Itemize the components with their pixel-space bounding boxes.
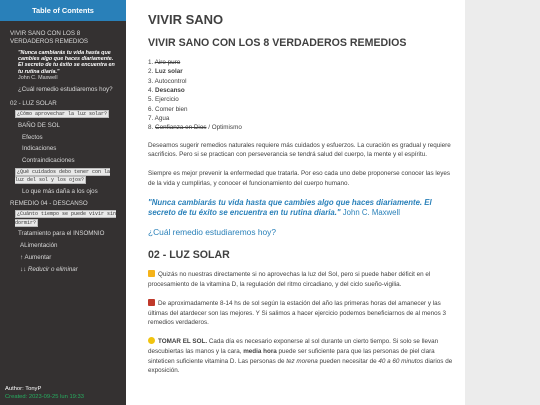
toc-item-vivir-sano[interactable]: VIVIR SANO CON LOS 8 VERDADEROS REMEDIOS bbox=[10, 30, 89, 45]
toc-code-cuidados-ojos: ¿Qué cuidados debo tener con la luz del sol y los ojos? bbox=[15, 168, 111, 184]
toc-item-cuidados-ojos[interactable] bbox=[0, 167, 126, 186]
toc-item-luz-solar[interactable]: 02 - LUZ SOLAR bbox=[10, 99, 57, 107]
media-hora-text: media hora bbox=[243, 347, 277, 355]
paragraph-intro: Deseamos sugerir remedios naturales requiere más cuidados y esfuerzos. La curación es gradual y requiere sacrificios. Pero si se practican con perseverancia se tendrá salud del cuerpo, la mente y el espíritu. bbox=[148, 141, 451, 159]
toc-item-descanso[interactable]: REMEDIO 04 - DESCANSO bbox=[10, 199, 88, 207]
toc-item-alimentacion[interactable]: ALimentación bbox=[20, 242, 58, 250]
toc-item-bano-de-sol[interactable]: BAÑO DE SOL bbox=[18, 121, 60, 129]
list-number: 6. bbox=[148, 105, 154, 113]
list-item bbox=[148, 95, 457, 104]
remedy-comer-bien: Comer bien bbox=[155, 105, 188, 113]
footer-created: Created: 2023-09-25 lun 19:33 bbox=[5, 394, 84, 400]
toc-code-sin-dormir: ¿Cuánto tiempo se puede vivir sin dormir? bbox=[15, 211, 117, 226]
toc-quote-text: "Nunca cambiarás tu vida hasta que cambies algo que haces diariamente. El secreto de tu éxito se encuentra en tu rutina diaria." bbox=[18, 49, 115, 75]
remedies-list bbox=[148, 58, 457, 133]
tez-morena-text: tez morena bbox=[286, 357, 318, 365]
paragraph-luz-solar-text: Quizás no nuestras directamente si no aprovechas la luz del Sol, pero si puede haber déficit en el procesamiento de la vitamina D, la regulación del ritmo circadiano, y del ciclo sueño-vigilia. bbox=[148, 271, 431, 289]
toc-item-insomnio[interactable]: Tratamiento para el INSOMNIO bbox=[18, 230, 105, 238]
section-title-luz-solar: 02 - LUZ SOLAR bbox=[148, 249, 230, 262]
list-number: 8. bbox=[148, 124, 154, 132]
minutos-text: 40 a 60 minutos bbox=[378, 357, 424, 365]
sidebar bbox=[0, 0, 126, 405]
calendar-icon bbox=[148, 299, 155, 306]
list-item bbox=[148, 86, 457, 95]
list-number: 3. bbox=[148, 77, 154, 85]
list-item bbox=[148, 58, 457, 67]
paragraph-prevenir: Siempre es mejor prevenir la enfermedad que tratarla. Por eso cada uno debe proponerse conocer las leyes de la vida y cumplirlas, y conocer el funcionamiento del cuerpo humano. bbox=[148, 170, 451, 187]
toc-item-cual-remedio[interactable]: ¿Cuál remedio estudiaremos hoy? bbox=[18, 85, 113, 93]
toc-list bbox=[0, 21, 126, 275]
toc-item-reducir[interactable]: ↓↓ Reducir o eliminar bbox=[20, 265, 78, 273]
paragraph-horas-sol-text: De aproximadamente 8-14 hs de sol según la estación del año las primeras horas del amanecer y las últimas del atardecer son las mejores. Y Si salimos a hacer ejercicio podemos beneficiarnos de al menos 3 remedios verdaderos. bbox=[148, 299, 446, 327]
list-item bbox=[148, 123, 457, 132]
list-number: 7. bbox=[148, 114, 154, 122]
paragraph-horas-sol bbox=[148, 299, 457, 328]
remedy-confianza: Confianza en Dios bbox=[155, 124, 207, 132]
toc-item-sin-dormir[interactable] bbox=[0, 209, 126, 228]
toc-item-efectos[interactable]: Efectos bbox=[22, 133, 43, 141]
paragraph-luz-solar bbox=[148, 270, 457, 290]
list-number: 5. bbox=[148, 96, 154, 104]
tomar-sol-label: TOMAR EL SOL. bbox=[158, 338, 208, 346]
list-number: 4. bbox=[148, 86, 154, 94]
tomar-sol-text: Cada día es necesario exponerse al sol durante un cierto tiempo. Si solo se llevan descubiertas las manos y la cara, bbox=[148, 338, 439, 355]
list-number: 1. bbox=[148, 59, 154, 66]
remedy-autocontrol: Autocontrol bbox=[154, 77, 187, 85]
toc-item-aumentar[interactable]: ↑ Aumentar bbox=[20, 253, 52, 261]
remedy-agua: Agua bbox=[154, 114, 170, 122]
list-number: 2. bbox=[148, 68, 154, 76]
quote-author: John C. Maxwell bbox=[342, 208, 400, 218]
section-title-remedios: VIVIR SANO CON LOS 8 VERDADEROS REMEDIOS bbox=[148, 37, 407, 49]
remedy-ejercicio: Ejercicio bbox=[155, 96, 179, 104]
main-content bbox=[126, 0, 465, 405]
toc-item-quote[interactable] bbox=[0, 48, 126, 84]
toc-title: Table of Contents bbox=[0, 0, 126, 21]
remedy-optimismo: / Optimismo bbox=[206, 124, 242, 132]
remedy-luz-solar: Luz solar bbox=[155, 68, 183, 76]
remedy-aire-puro: Aire puro bbox=[154, 59, 181, 66]
footer-author: Author: TonyP bbox=[5, 386, 42, 392]
list-item bbox=[148, 77, 457, 86]
toc-item-indicaciones[interactable]: Indicaciones bbox=[22, 145, 57, 153]
sunrise-icon bbox=[148, 270, 155, 277]
toc-item-aprovechar[interactable] bbox=[0, 109, 126, 120]
toc-item-contraindicaciones[interactable]: Contraindicaciones bbox=[22, 157, 75, 165]
list-item bbox=[148, 67, 457, 76]
heading-cual-remedio[interactable]: ¿Cuál remedio estudiaremos hoy? bbox=[148, 227, 277, 238]
sidebar-footer bbox=[0, 382, 126, 405]
quote-text: "Nunca cambiarás tu vida hasta que cambies algo que haces diariamente. El secreto de tu éxito se encuentra en tu rutina diaria." bbox=[148, 197, 432, 218]
toc-item-dana-ojos[interactable]: Lo que más daña a los ojos bbox=[22, 187, 98, 195]
list-item bbox=[148, 105, 457, 114]
list-item bbox=[148, 114, 457, 123]
page-title: VIVIR SANO bbox=[148, 12, 224, 27]
toc-quote-author: John C. Maxwell bbox=[18, 75, 58, 82]
tomar-sol-text-d: diarios de exposición. bbox=[148, 357, 453, 375]
remedy-descanso: Descanso bbox=[155, 86, 185, 94]
tomar-sol-text-c: pueden necesitar de bbox=[317, 357, 379, 365]
blockquote bbox=[148, 198, 457, 220]
toc-code-aprovechar: ¿Cómo aprovechar la luz solar? bbox=[17, 111, 108, 118]
sun-face-icon bbox=[148, 337, 155, 344]
paragraph-tomar-sol bbox=[148, 337, 457, 376]
tomar-sol-text-b: puede ser suficiente para que las personas de piel clara sinteticen suficiente vitamina D. Las personas de bbox=[148, 347, 435, 365]
